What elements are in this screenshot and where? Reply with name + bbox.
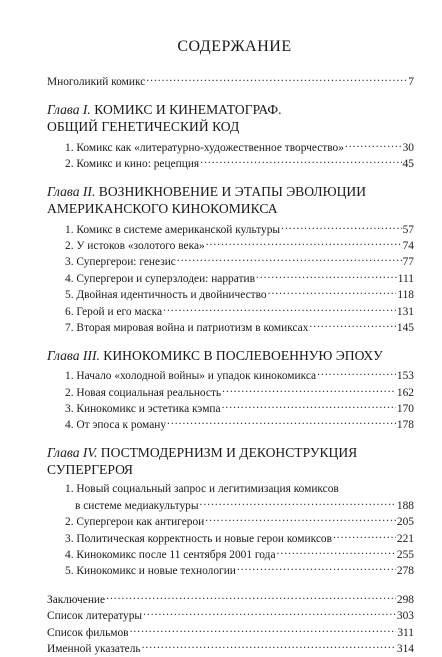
toc-entry[interactable]: [47, 368, 414, 384]
toc-entry[interactable]: [47, 156, 414, 172]
entry-page: 205: [396, 516, 414, 529]
entry-label: Именной указатель: [47, 642, 141, 655]
entry-page: 178: [396, 419, 414, 432]
chapter-title-line: ПОСТМОДЕРНИЗМ И ДЕКОНСТРУКЦИЯ: [100, 445, 358, 461]
toc-entry[interactable]: [47, 287, 414, 303]
dot-leader: [200, 497, 396, 508]
chapter-title-line: КИНОКОМИКС В ПОСЛЕВОЕННУЮ ЭПОХУ: [103, 347, 383, 363]
entry-page: 30: [402, 141, 414, 154]
dot-leader: [237, 563, 396, 574]
chapter-heading-4: [47, 444, 414, 478]
entry-label: 3. Кинокомикс и эстетика кэмпа: [65, 403, 221, 416]
entry-label: 4. Кинокомикс после 11 сентября 2001 года: [65, 549, 276, 562]
toc-entry-bibliography[interactable]: [47, 608, 414, 624]
entry-page: 118: [397, 289, 414, 302]
entry-label: Многоликий комикс: [47, 76, 146, 89]
entry-label: 7. Вторая мировая война и патриотизм в комиксах: [65, 321, 309, 334]
entry-label: 1. Начало «холодной войны» и упадок кинокомикса: [65, 370, 317, 383]
entry-page: 311: [397, 626, 414, 639]
entry-page: 111: [397, 272, 414, 285]
dot-leader: [256, 270, 397, 281]
chapter-number: Глава I.: [47, 102, 91, 118]
entry-page: 162: [396, 386, 414, 399]
entry-page: 7: [408, 76, 414, 89]
entry-page: 221: [396, 532, 414, 545]
entry-label: 5. Двойная идентичность и двойничество: [65, 289, 267, 302]
dot-leader: [317, 368, 396, 379]
dot-leader: [200, 156, 401, 167]
entry-page: 278: [396, 565, 414, 578]
toc-entry[interactable]: [47, 238, 414, 254]
entry-label: в системе медиакультуры: [75, 499, 199, 512]
dot-leader: [333, 530, 396, 541]
toc-entry[interactable]: [47, 303, 414, 319]
entry-page: 45: [402, 158, 414, 171]
toc-entry[interactable]: [47, 417, 414, 433]
entry-label: 6. Герой и его маска: [65, 305, 163, 318]
entry-label: 2. Комикс и кино: рецепция: [65, 158, 200, 171]
entry-label: 1. Комикс как «литературно-художественное творчество»: [65, 141, 344, 154]
entry-label: Заключение: [47, 593, 106, 606]
toc-entry-conclusion[interactable]: [47, 591, 414, 607]
entry-page: 145: [396, 321, 414, 334]
dot-leader: [130, 624, 397, 635]
dot-leader: [167, 417, 396, 428]
toc-entry[interactable]: [47, 530, 414, 546]
toc-entry-filmography[interactable]: [47, 624, 414, 640]
chapter-heading-3: [47, 347, 414, 364]
dot-leader: [222, 401, 396, 412]
entry-label: Список литературы: [47, 610, 143, 623]
chapter-heading-1: [47, 101, 414, 135]
chapter-number: Глава II.: [47, 184, 96, 200]
chapter-title-line: АМЕРИКАНСКОГО КИНОКОМИКСА: [47, 201, 278, 217]
toc-entry[interactable]: [47, 547, 414, 563]
dot-leader: [163, 303, 396, 314]
entry-label: 3. Супергерои: генезис: [65, 256, 176, 269]
toc-entry[interactable]: [47, 270, 414, 286]
entry-label: Список фильмов: [47, 626, 129, 639]
dot-leader: [142, 641, 396, 652]
chapter-number: Глава IV.: [47, 445, 98, 461]
toc-entry[interactable]: [47, 254, 414, 270]
dot-leader: [309, 320, 396, 331]
dot-leader: [146, 74, 407, 85]
chapter-title-line: СУПЕРГЕРОЯ: [47, 462, 133, 478]
entry-page: 170: [396, 403, 414, 416]
entry-page: 57: [402, 223, 414, 236]
entry-page: 74: [402, 239, 414, 252]
entry-page: 131: [396, 305, 414, 318]
chapter-number: Глава III.: [47, 347, 100, 363]
dot-leader: [268, 287, 397, 298]
entry-page: 188: [396, 499, 414, 512]
dot-leader: [143, 608, 396, 619]
dot-leader: [277, 547, 396, 558]
dot-leader: [106, 591, 396, 602]
dot-leader: [222, 384, 396, 395]
entry-label: 1. Комикс в системе американской культуры: [65, 223, 281, 236]
entry-page: 314: [396, 642, 414, 655]
toc-entry[interactable]: [47, 221, 414, 237]
toc-entry[interactable]: [47, 563, 414, 579]
toc-entry[interactable]: [47, 139, 414, 155]
toc-entry[interactable]: [47, 401, 414, 417]
entry-page: 153: [396, 370, 414, 383]
toc-entry[interactable]: [47, 497, 414, 513]
entry-label: 4. От эпоса к роману: [65, 419, 167, 432]
chapter-title-line: ОБЩИЙ ГЕНЕТИЧЕСКИЙ КОД: [47, 119, 240, 135]
toc-entry-intro[interactable]: [47, 74, 414, 90]
toc-entry[interactable]: [47, 514, 414, 530]
dot-leader: [345, 139, 402, 150]
entry-label: 2. Новая социальная реальность: [65, 386, 222, 399]
toc-entry[interactable]: [47, 384, 414, 400]
entry-label: 4. Супергерои и суперзлодеи: нарратив: [65, 272, 255, 285]
dot-leader: [281, 221, 402, 232]
page-title: СОДЕРЖАНИЕ: [177, 38, 292, 55]
toc-entry-line[interactable]: 1. Новый социальный запрос и легитимизация комиксов: [65, 483, 339, 496]
entry-page: 303: [396, 610, 414, 623]
dot-leader: [177, 254, 402, 265]
chapter-title-line: ВОЗНИКНОВЕНИЕ И ЭТАПЫ ЭВОЛЮЦИИ: [98, 184, 367, 200]
entry-label: 2. Супергерои как антигерои: [65, 516, 205, 529]
chapter-title-line: КОМИКС И КИНЕМАТОГРАФ.: [94, 102, 282, 118]
entry-label: 3. Политическая корректность и новые герои комиксов: [65, 532, 332, 545]
chapter-heading-2: [47, 183, 414, 217]
entry-page: 77: [402, 256, 414, 269]
dot-leader: [205, 514, 396, 525]
entry-page: 255: [396, 549, 414, 562]
entry-label: 2. У истоков «золотого века»: [65, 239, 205, 252]
toc-entry-name-index[interactable]: [47, 641, 414, 657]
entry-page: 298: [396, 593, 414, 606]
entry-label: 5. Кинокомикс и новые технологии: [65, 565, 236, 578]
toc-entry[interactable]: [47, 320, 414, 336]
dot-leader: [206, 238, 402, 249]
